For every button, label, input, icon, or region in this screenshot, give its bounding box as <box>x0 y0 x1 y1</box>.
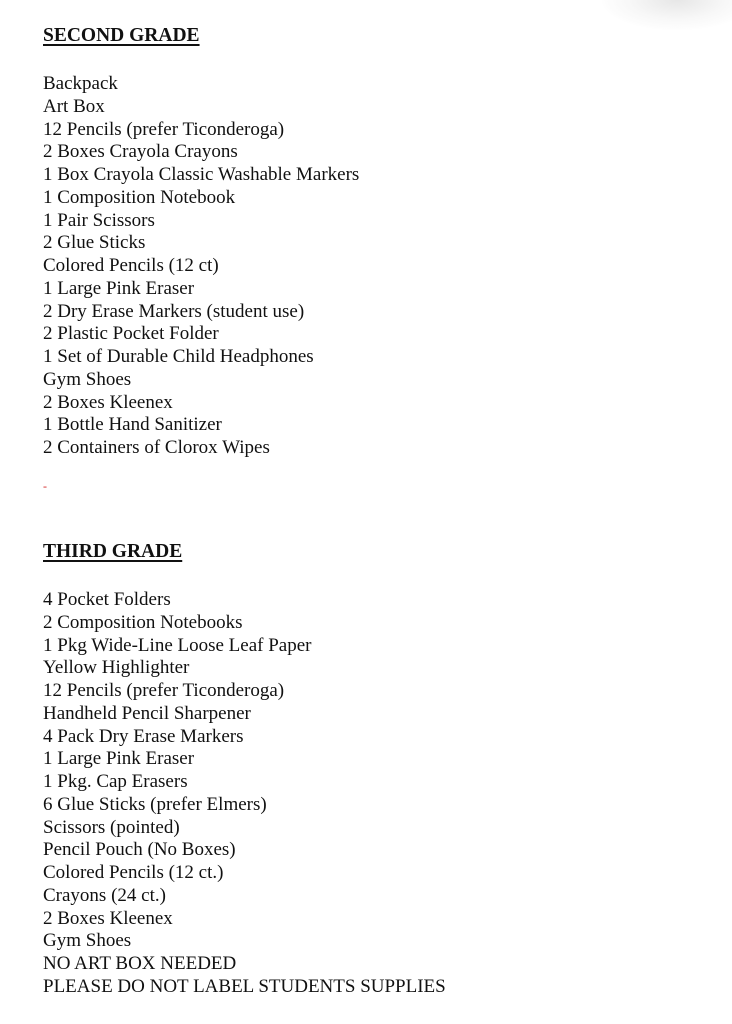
list-item: Colored Pencils (12 ct.) <box>43 862 224 883</box>
list-item: Pencil Pouch (No Boxes) <box>43 839 236 861</box>
list-item: Art Box <box>43 95 105 117</box>
list-item: 2 Composition Notebooks <box>43 611 243 633</box>
list-item: 2 Plastic Pocket Folder <box>43 323 219 345</box>
list-item: Scissors (pointed) <box>43 816 180 838</box>
list-item: 2 Containers of Clorox Wipes <box>43 437 270 458</box>
list-item: Handheld Pencil Sharpener <box>43 702 251 724</box>
list-item: 1 Pkg Wide-Line Loose Leaf Paper <box>43 634 312 656</box>
list-item: 1 Large Pink Eraser <box>43 277 195 299</box>
list-item: 2 Boxes Crayola Crayons <box>43 141 238 163</box>
page-corner-shadow <box>602 0 732 30</box>
red-dash-mark: - <box>43 479 47 493</box>
list-item: 2 Boxes Kleenex <box>43 907 173 929</box>
second-grade-supply-list <box>43 73 359 460</box>
list-item: 4 Pocket Folders <box>43 589 171 610</box>
list-item: Gym Shoes <box>43 368 132 390</box>
list-item: Backpack <box>43 73 118 94</box>
list-item: 1 Composition Notebook <box>43 186 236 208</box>
list-item: Crayons (24 ct.) <box>43 884 166 906</box>
list-item: Colored Pencils (12 ct) <box>43 255 219 276</box>
list-item: PLEASE DO NOT LABEL STUDENTS SUPPLIES <box>43 975 446 997</box>
list-item: 1 Pkg. Cap Erasers <box>43 771 188 792</box>
list-item: 1 Box Crayola Classic Washable Markers <box>43 164 360 185</box>
list-item: 1 Set of Durable Child Headphones <box>43 346 314 367</box>
list-item: 12 Pencils (prefer Ticonderoga) <box>43 680 285 701</box>
third-grade-supply-list <box>43 589 446 999</box>
list-item: Yellow Highlighter <box>43 657 190 679</box>
list-item: 2 Boxes Kleenex <box>43 391 173 413</box>
list-item: NO ART BOX NEEDED <box>43 953 237 974</box>
list-item: Gym Shoes <box>43 930 132 952</box>
list-item: 1 Pair Scissors <box>43 209 155 231</box>
second-grade-heading: SECOND GRADE <box>43 25 200 46</box>
list-item: 2 Dry Erase Markers (student use) <box>43 300 305 322</box>
list-item: 4 Pack Dry Erase Markers <box>43 725 244 747</box>
list-item: 12 Pencils (prefer Ticonderoga) <box>43 118 285 140</box>
list-item: 1 Large Pink Eraser <box>43 748 195 770</box>
list-item: 1 Bottle Hand Sanitizer <box>43 414 222 436</box>
list-item: 6 Glue Sticks (prefer Elmers) <box>43 793 267 815</box>
third-grade-heading: THIRD GRADE <box>43 541 183 562</box>
list-item: 2 Glue Sticks <box>43 232 146 254</box>
